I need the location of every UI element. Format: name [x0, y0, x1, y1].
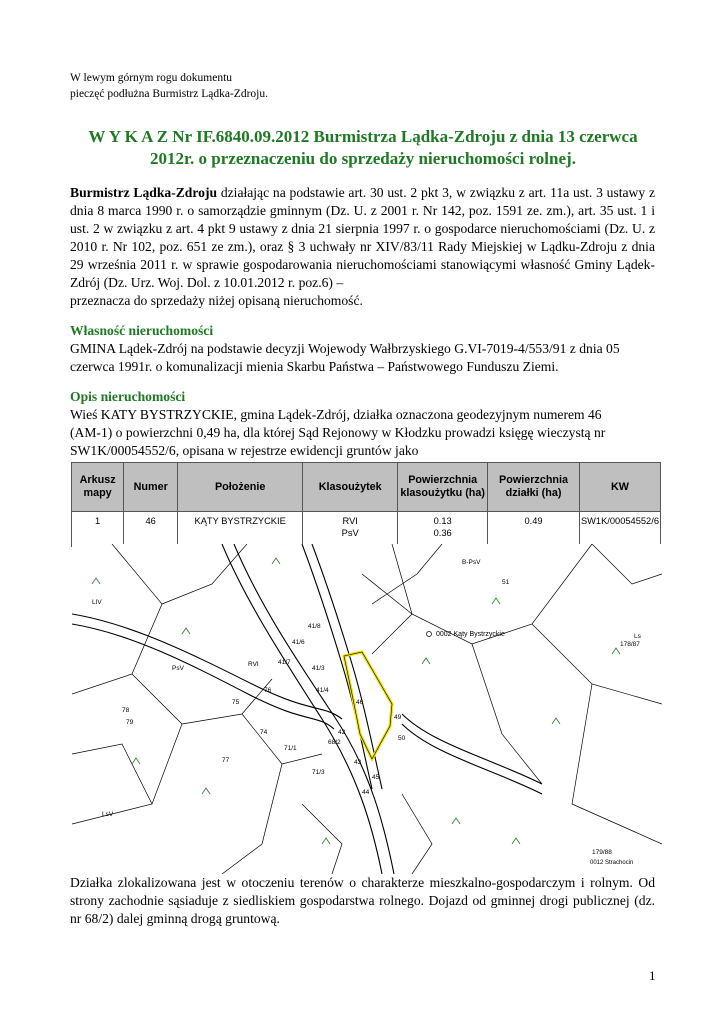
map-label-50: 50 [398, 735, 406, 742]
description-heading: Opis nieruchomości [70, 389, 186, 404]
intro-authority: Burmistrz Lądka-Zdroju [70, 185, 218, 200]
map-label-rvi: RVI [248, 661, 259, 668]
col-numer: Numer [124, 463, 178, 512]
cell-polozenie: KĄTY BYSTRZYCKIE [178, 512, 303, 547]
description-line1: Wieś KATY BYSTRZYCKIE, gmina Lądek-Zdrój, działka oznaczona geodezyjnym numerem 46 [70, 407, 602, 422]
map-label-41-8: 41/8 [308, 623, 321, 630]
location-paragraph: Działka zlokalizowana jest w otoczeniu terenów o charakterze mieszkalno-gospodarczym i rolnym. Od strony zachodnie sąsiaduje z siedliskiem gospodarstwa rolnego. Dojazd od gminnej drogi publicznej (dz. nr 68/2) dalej gminną drogą gruntową. [70, 875, 655, 926]
table-row [72, 512, 661, 547]
page-number: 1 [649, 968, 656, 983]
map-label-76: 76 [264, 687, 272, 694]
description-line2: (AM-1) o powierzchni 0,49 ha, dla której Sąd Rejonowy w Kłodzku prowadzi księgę wieczystą nr [70, 425, 606, 440]
ownership-text [70, 340, 655, 376]
map-village-label: 0002 Kąty Bystrzyckie [436, 631, 505, 638]
intro-last-line: przeznacza do sprzedaży niżej opisaną nieruchomość. [70, 293, 363, 308]
cell-numer: 46 [124, 512, 178, 547]
map-label-71-3: 71/3 [312, 769, 325, 776]
col-kw: KW [579, 463, 660, 512]
description-line3: SW1K/00054552/6, opisana w rejestrze ewidencji gruntów jako [70, 443, 419, 458]
map-village2-label: 0012 Strachocin [590, 860, 634, 866]
map-label-68-2: 68/2 [328, 739, 341, 746]
cadastral-map [72, 544, 662, 874]
map-label-ls: Ls [634, 633, 641, 640]
map-label-41-4: 41/4 [316, 687, 329, 694]
cell-klasa [303, 512, 398, 547]
cell-kw: SW1K/00054552/6 [579, 512, 660, 547]
cell-klasa-2: PsV [341, 528, 359, 538]
col-pow-dzialki: Powierzchnia działki (ha) [488, 463, 580, 512]
map-label-178-87: 178/87 [620, 641, 640, 648]
map-label-41-6: 41/6 [292, 639, 305, 646]
stamp-note [70, 70, 268, 102]
map-label-psv: PsV [172, 665, 184, 672]
map-label-46: 46 [356, 699, 364, 706]
map-label-41-7: 41/7 [278, 659, 291, 666]
description-text [70, 406, 655, 460]
ownership-line2: czerwca 1991r. o komunalizacji mienia Skarbu Państwa – Państwowego Funduszu Ziemi. [70, 359, 559, 374]
map-label-75: 75 [232, 699, 240, 706]
table-header-row [72, 463, 661, 512]
map-drawing [72, 544, 662, 874]
stamp-note-line1: W lewym górnym rogu dokumentu [70, 72, 233, 84]
map-label-43: 43 [354, 759, 362, 766]
stamp-note-line2: pieczęć podłużna Burmistrz Lądka-Zdroju. [70, 88, 268, 100]
cell-pow-2: 0.36 [433, 528, 452, 538]
map-label-42: 42 [338, 729, 346, 736]
cell-pow-1: 0.13 [433, 516, 452, 526]
title-line1: W Y K A Z Nr IF.6840.09.2012 Burmistrza Lądka-Zdroju z dnia 13 czerwca [88, 127, 638, 146]
title-line2: 2012r. o przeznaczeniu do sprzedaży nieruchomości rolnej. [150, 149, 576, 168]
map-label-74: 74 [260, 729, 268, 736]
map-label-b-psv: B-PsV [462, 559, 481, 566]
map-label-liv: LIV [92, 599, 102, 606]
map-label-78: 78 [122, 707, 130, 714]
col-klasouzytek: Klasoużytek [303, 463, 398, 512]
col-arkusz: Arkusz mapy [72, 463, 124, 512]
document-title [80, 126, 646, 170]
land-register-table [71, 462, 661, 547]
col-polozenie: Położenie [178, 463, 303, 512]
col-pow-klasouzytku: Powierzchnia klasoużytku (ha) [398, 463, 488, 512]
cell-pow [398, 512, 488, 547]
map-label-71-1: 71/1 [284, 745, 297, 752]
map-label-77: 77 [222, 757, 230, 764]
ownership-line1: GMINA Lądek-Zdrój na podstawie decyzji Wojewody Wałbrzyskiego G.VI-7019-4/553/91 z dnia 05 [70, 341, 620, 356]
cell-arkusz: 1 [72, 512, 124, 547]
ownership-heading: Własność nieruchomości [70, 323, 214, 338]
map-label-lsv: LsV [102, 811, 114, 818]
cell-dzialka: 0.49 [488, 512, 580, 547]
map-label-41-3: 41/3 [312, 665, 325, 672]
map-label-51: 51 [502, 579, 510, 586]
map-label-45: 45 [372, 774, 380, 781]
cell-klasa-1: RVI [342, 516, 358, 526]
map-label-44: 44 [362, 789, 370, 796]
map-label-79: 79 [126, 719, 134, 726]
intro-paragraph [70, 184, 655, 292]
map-label-179-88: 179/88 [592, 849, 612, 856]
intro-text: działając na podstawie art. 30 ust. 2 pkt 3, w związku z art. 11a ust. 3 ustawy z dnia 8 marca 1990 r. o samorządzie gminnym (Dz. U. z 2001 r. Nr 142, poz. 1591 ze. zm.), art. 35 ust. 1 i ust. 2 w związku z art. 4 pkt 9 ustawy z dnia 21 sierpnia 1997 r. o gospodarce nieruchomościami (Dz. U. z 2010 r. Nr 102, poz. 651 ze zm.), oraz § 3 uchwały nr XIV/83/11 Rady Miejskiej w Lądku-Zdroju z dnia 29 września 2011 r. w sprawie gospodarowania nieruchomościami stanowiącymi własność Gminy Lądek-Zdrój (Dz. Urz. Woj. Dol. z 10.01.2012 r. poz.6) – [70, 185, 655, 290]
map-label-49: 49 [394, 714, 402, 721]
